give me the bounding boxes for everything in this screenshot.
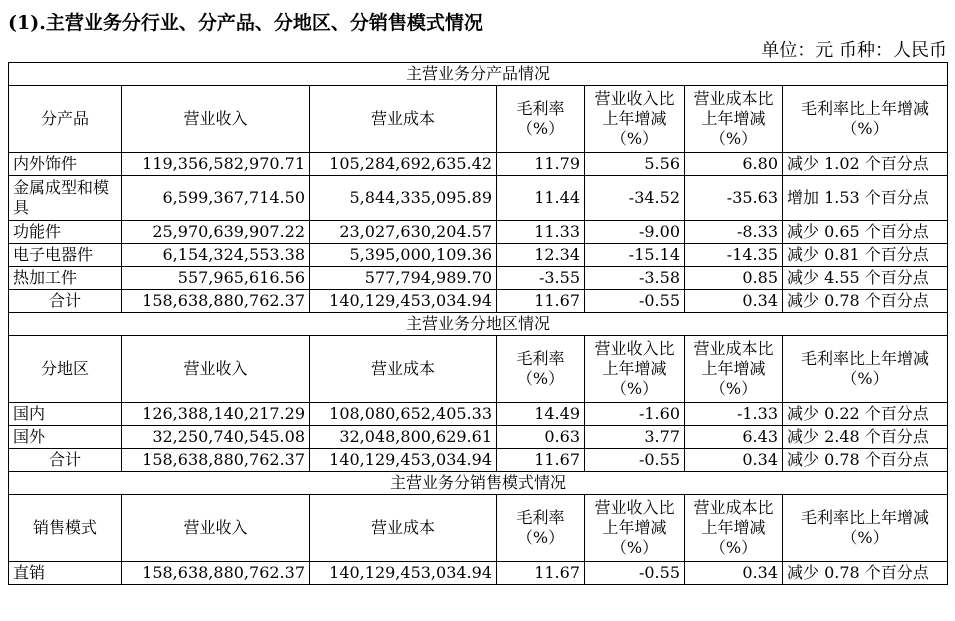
header-cost-change: 营业成本比上年增减（%） xyxy=(685,86,783,153)
table-row xyxy=(9,562,948,585)
revenue-value: 6,599,367,714.50 xyxy=(122,176,310,221)
row-name: 合计 xyxy=(9,290,122,313)
header-category: 分产品 xyxy=(9,86,122,153)
column-header-row xyxy=(9,86,948,153)
header-cost: 营业成本 xyxy=(310,86,497,153)
cost-value: 108,080,652,405.33 xyxy=(310,403,497,426)
header-revenue-change: 营业收入比上年增减（%） xyxy=(585,336,685,403)
row-name: 热加工件 xyxy=(9,267,122,290)
row-name: 国外 xyxy=(9,426,122,449)
revenue-change-value: -34.52 xyxy=(585,176,685,221)
header-cost-change: 营业成本比上年增减（%） xyxy=(685,495,783,562)
margin-change-value: 减少 0.65 个百分点 xyxy=(783,221,948,244)
cost-value: 140,129,453,034.94 xyxy=(310,290,497,313)
cost-change-value: -35.63 xyxy=(685,176,783,221)
cost-value: 5,844,335,095.89 xyxy=(310,176,497,221)
revenue-value: 126,388,140,217.29 xyxy=(122,403,310,426)
header-cost: 营业成本 xyxy=(310,336,497,403)
margin-value: 12.34 xyxy=(497,244,585,267)
table-body xyxy=(9,63,948,585)
row-name: 金属成型和模具 xyxy=(9,176,122,221)
revenue-change-value: -0.55 xyxy=(585,449,685,472)
section-title-row xyxy=(9,313,948,336)
margin-value: -3.55 xyxy=(497,267,585,290)
header-revenue-change: 营业收入比上年增减（%） xyxy=(585,86,685,153)
margin-change-value: 减少 0.81 个百分点 xyxy=(783,244,948,267)
revenue-change-value: -3.58 xyxy=(585,267,685,290)
revenue-value: 158,638,880,762.37 xyxy=(122,290,310,313)
margin-value: 11.79 xyxy=(497,153,585,176)
cost-change-value: 6.43 xyxy=(685,426,783,449)
section-title: 主营业务分产品情况 xyxy=(9,63,948,86)
cost-value: 23,027,630,204.57 xyxy=(310,221,497,244)
header-category: 分地区 xyxy=(9,336,122,403)
cost-value: 140,129,453,034.94 xyxy=(310,449,497,472)
margin-change-value: 增加 1.53 个百分点 xyxy=(783,176,948,221)
header-margin: 毛利率（%） xyxy=(497,86,585,153)
row-name: 功能件 xyxy=(9,221,122,244)
revenue-change-value: -0.55 xyxy=(585,290,685,313)
unit-currency-note: 单位：元 币种：人民币 xyxy=(761,40,947,61)
margin-change-value: 减少 1.02 个百分点 xyxy=(783,153,948,176)
header-margin: 毛利率（%） xyxy=(497,336,585,403)
revenue-change-value: -9.00 xyxy=(585,221,685,244)
header-margin: 毛利率（%） xyxy=(497,495,585,562)
revenue-value: 32,250,740,545.08 xyxy=(122,426,310,449)
header-cost-change: 营业成本比上年增减（%） xyxy=(685,336,783,403)
cost-value: 32,048,800,629.61 xyxy=(310,426,497,449)
page-heading: (1).主营业务分行业、分产品、分地区、分销售模式情况 xyxy=(8,12,483,34)
cost-change-value: -14.35 xyxy=(685,244,783,267)
table-row xyxy=(9,176,948,221)
header-revenue: 营业收入 xyxy=(122,495,310,562)
margin-change-value: 减少 0.78 个百分点 xyxy=(783,562,948,585)
row-name: 电子电器件 xyxy=(9,244,122,267)
row-name: 直销 xyxy=(9,562,122,585)
revenue-change-value: -1.60 xyxy=(585,403,685,426)
cost-change-value: 6.80 xyxy=(685,153,783,176)
revenue-value: 119,356,582,970.71 xyxy=(122,153,310,176)
header-margin-change: 毛利率比上年增减（%） xyxy=(783,86,948,153)
section-title: 主营业务分销售模式情况 xyxy=(9,472,948,495)
row-name: 国内 xyxy=(9,403,122,426)
cost-value: 140,129,453,034.94 xyxy=(310,562,497,585)
cost-change-value: -1.33 xyxy=(685,403,783,426)
table-row xyxy=(9,403,948,426)
column-header-row xyxy=(9,336,948,403)
revenue-value: 6,154,324,553.38 xyxy=(122,244,310,267)
revenue-change-value: -15.14 xyxy=(585,244,685,267)
header-revenue-change: 营业收入比上年增减（%） xyxy=(585,495,685,562)
table-row xyxy=(9,153,948,176)
margin-value: 0.63 xyxy=(497,426,585,449)
header-cost: 营业成本 xyxy=(310,495,497,562)
revenue-value: 25,970,639,907.22 xyxy=(122,221,310,244)
margin-change-value: 减少 0.78 个百分点 xyxy=(783,290,948,313)
margin-value: 11.67 xyxy=(497,290,585,313)
margin-value: 11.67 xyxy=(497,562,585,585)
header-category: 销售模式 xyxy=(9,495,122,562)
cost-change-value: 0.85 xyxy=(685,267,783,290)
table-row xyxy=(9,290,948,313)
margin-change-value: 减少 0.78 个百分点 xyxy=(783,449,948,472)
revenue-change-value: 5.56 xyxy=(585,153,685,176)
header-revenue: 营业收入 xyxy=(122,336,310,403)
section-title-row xyxy=(9,63,948,86)
margin-value: 11.67 xyxy=(497,449,585,472)
table-row xyxy=(9,449,948,472)
row-name: 合计 xyxy=(9,449,122,472)
cost-change-value: 0.34 xyxy=(685,562,783,585)
cost-value: 105,284,692,635.42 xyxy=(310,153,497,176)
header-margin-change: 毛利率比上年增减（%） xyxy=(783,336,948,403)
section-title-row xyxy=(9,472,948,495)
table-row xyxy=(9,221,948,244)
column-header-row xyxy=(9,495,948,562)
margin-value: 11.44 xyxy=(497,176,585,221)
cost-change-value: -8.33 xyxy=(685,221,783,244)
section-title: 主营业务分地区情况 xyxy=(9,313,948,336)
revenue-value: 557,965,616.56 xyxy=(122,267,310,290)
margin-change-value: 减少 0.22 个百分点 xyxy=(783,403,948,426)
cost-change-value: 0.34 xyxy=(685,290,783,313)
business-breakdown-table xyxy=(8,62,948,585)
margin-value: 14.49 xyxy=(497,403,585,426)
table-row xyxy=(9,244,948,267)
revenue-change-value: -0.55 xyxy=(585,562,685,585)
cost-value: 577,794,989.70 xyxy=(310,267,497,290)
header-revenue: 营业收入 xyxy=(122,86,310,153)
revenue-change-value: 3.77 xyxy=(585,426,685,449)
header-margin-change: 毛利率比上年增减（%） xyxy=(783,495,948,562)
revenue-value: 158,638,880,762.37 xyxy=(122,449,310,472)
row-name: 内外饰件 xyxy=(9,153,122,176)
table-row xyxy=(9,426,948,449)
cost-change-value: 0.34 xyxy=(685,449,783,472)
margin-change-value: 减少 2.48 个百分点 xyxy=(783,426,948,449)
table-row xyxy=(9,267,948,290)
margin-value: 11.33 xyxy=(497,221,585,244)
revenue-value: 158,638,880,762.37 xyxy=(122,562,310,585)
margin-change-value: 减少 4.55 个百分点 xyxy=(783,267,948,290)
cost-value: 5,395,000,109.36 xyxy=(310,244,497,267)
